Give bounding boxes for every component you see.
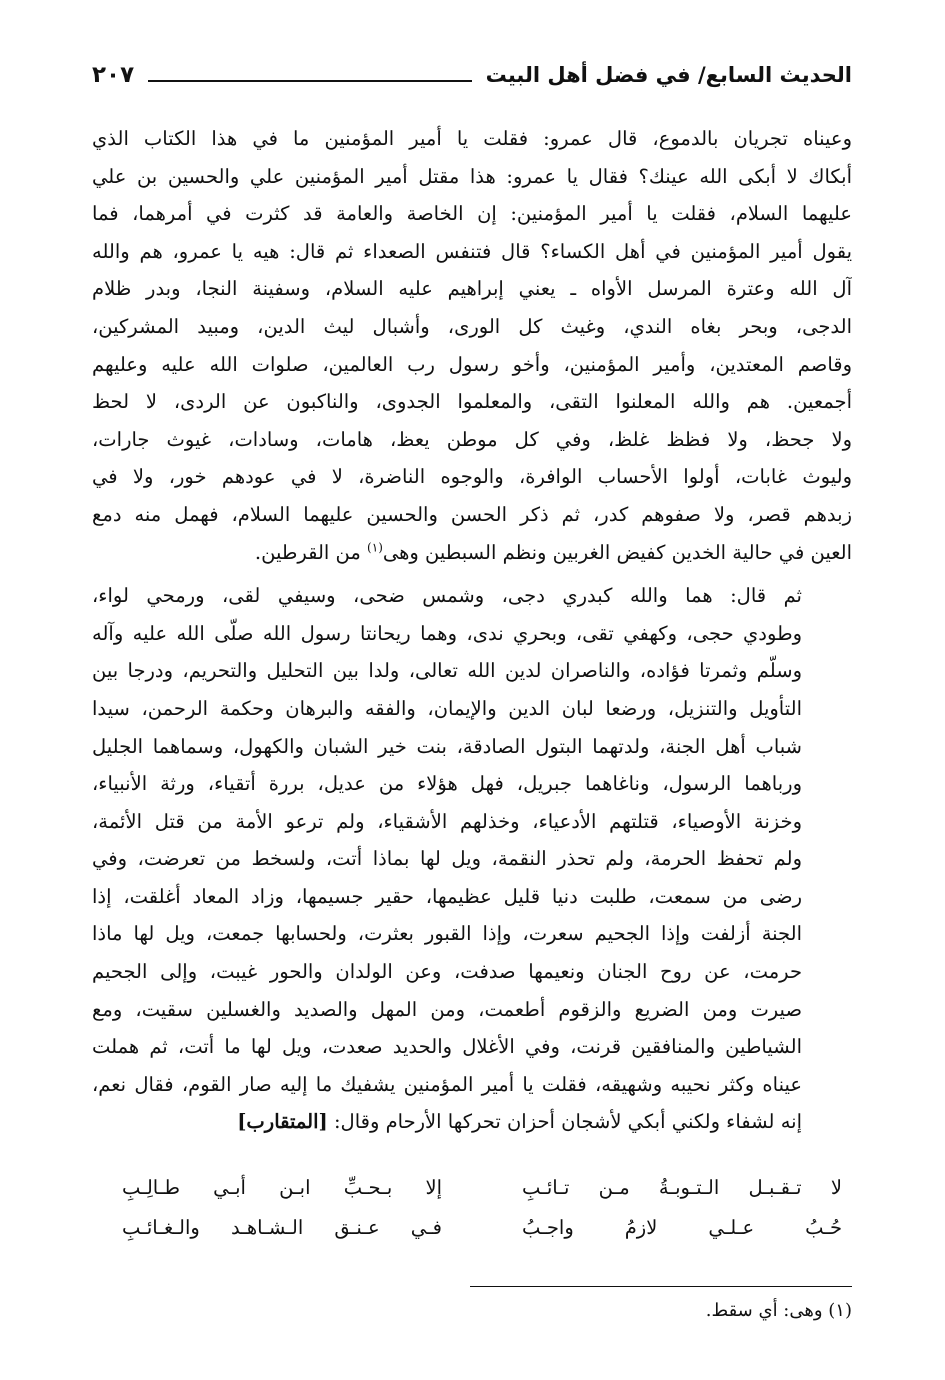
text-line: الجنة أزلفت وإذا الجحيم سعرت، وإذا القبور بعثرت، ولحسابها جمعت، ويل لها ماذا (92, 922, 802, 946)
text-fragment: العين في حالية الخدين كفيض الغربين ونظم السبطين وهى (382, 540, 852, 564)
paragraph-1 (92, 120, 852, 571)
text-fragment: من القرطين. (254, 540, 368, 564)
text-line: رضى من سمعت، طلبت دنيا قليل عظيمها، حقير جسيمها، وزاد المعاد أغلقت، إذا (92, 884, 802, 908)
text-line: حرمت، عن روح الجنان ونعيمها صدفت، وعن الولدان والحور غيبت، وإلى الجحيم (92, 960, 802, 984)
text-line: أجمعين. هم والله المعلنوا التقى، والمعلموا الجدوى، والناكبون عن الردى، لا لحظ (92, 390, 852, 414)
text-line: ولا جحظ، ولا فظظ غلظ، وفي كل موطن يعظ، هامات، وسادات، غيوث جارات، (92, 427, 852, 451)
text-line: وعيناه تجريان بالدموع، قال عمرو: فقلت يا أمير المؤمنين ما في هذا الكتاب الذي (92, 127, 852, 150)
footnote: (١) وهى: أي سقط. (705, 1300, 852, 1321)
text-line-last (92, 534, 852, 572)
text-line: عيناه وكثر نحيبه وشهيقه، فقلت يا أمير المؤمنين يشفيك ما إليه صار القوم، فقال نعم، (92, 1072, 802, 1096)
text-line: ولم تحفظ الحرمة، ولم تحذر النقمة، ويل لها بماذا أتت، ولسخط من تعرضت، وفي (92, 847, 802, 871)
text-line: أبكاك لا أبكى الله عينك؟ فقال يا عمرو: هذا مقتل أمير المؤمنين علي والحسين بن علي (92, 164, 852, 188)
verse-second-hemistich: فـي عـنـق الـشـاهـد والـغـائـبِ (122, 1216, 442, 1239)
text-line: شباب أهل الجنة، ولدتهما البتول الصادقة، بنت خير الشبان والكهول، وسماهما الجليل (92, 734, 802, 758)
text-line: عليهما السلام، فقلت يا أمير المؤمنين: إن الخاصة والعامة قد كثرت في أمرهما، فما (92, 202, 852, 226)
text-line: الشياطين والمنافقين قرنت، وفي الأغلال والحديد صعدت، ويل لها ما أتت، ثم هملت (92, 1035, 802, 1059)
running-header (92, 58, 852, 92)
text-line: التأويل والتنزيل، ورضعا لبان الدين والإيمان، والفقه والبرهان وحكمة الرحمن، سيدا (92, 696, 802, 720)
verse-first-hemistich: لا تـقـبـل الـتـوبـةُ مـن تـائـبِ (522, 1176, 842, 1199)
verse-first-hemistich: حُـبُ عـلـي لازمُ واجـبُ (522, 1216, 842, 1239)
text-line: ورباهما الرسول، وناغاهما جبريل، فهل هؤلاء من عديل، بررة أتقياء، ورثة الأنبياء، (92, 772, 802, 796)
text-fragment: إنه لشفاء ولكني أبكي لأشجان أحزان تحركها الأرحام وقال: (333, 1110, 802, 1134)
text-line: وخزنة الأوصياء، قتلتهم الأدعياء، وخذلهم الأشقياء، ولم ترعو الأمة من قتل الأئمة، (92, 809, 802, 833)
text-line: وطودي حجى، وكهفي تقى، وبحري ندى، وهما ريحانتا رسول الله صلّى الله عليه وآله (92, 621, 802, 645)
main-text (92, 120, 852, 1141)
text-line: زبدهم قصر، ولا صفوهم كدر، ثم ذكر الحسن والحسين عليهما السلام، فهمل منه دمع (92, 502, 852, 526)
verse-second-hemistich: إلا بـحـبِّ ابـن أبـي طـالِـبِ (122, 1176, 442, 1199)
text-line: يقول أمير المؤمنين في أهل الكساء؟ قال فتنفس الصعداء ثم قال: هيه يا عمرو، هم والله (92, 239, 852, 263)
text-line: وسلّم وثمرتا فؤاده، والناصران لدين الله تعالى، ولدا بين التحليل والتحريم، ودرجا بين (92, 659, 802, 683)
text-line: صيرت ومن الضريع والزقوم أطعمت، ومن المهل والصديد والغسلين سقيت، ومع (92, 997, 802, 1021)
poem (92, 1168, 852, 1248)
text-line: وليوث غابات، أولوا الأحساب الوافرة، والوجوه الناضرة، لا في عودهم خور، ولا في (92, 465, 852, 489)
page-number: ٢٠٧ (92, 62, 135, 88)
poetic-meter-label: [المتقارب] (237, 1110, 328, 1134)
text-line: الدجى، وبحر بغاه الندي، وغيث كل الورى، وأشبال ليث الدين، ومبيد المشركين، (92, 314, 852, 338)
footnote-reference: (١) (367, 540, 383, 555)
text-line: وقاصم المعتدين، وأمير المؤمنين، وأخو رسول رب العالمين، صلوات الله عليه وعليهم (92, 352, 852, 376)
footnote-separator (470, 1286, 852, 1287)
poem-verse (92, 1208, 852, 1248)
header-rule (148, 80, 471, 82)
text-line: ثم قال: هما والله كبدري دجى، وشمس ضحى، وسيفي لقى، ورمحي لواء، (92, 584, 802, 608)
text-line: آل الله وعترة المرسل الأواه ـ يعني إبراهيم عليه السلام، وسفينة النجا، وبدر ظلام (92, 277, 852, 301)
text-line-last (92, 1103, 852, 1141)
poem-verse (92, 1168, 852, 1208)
paragraph-2 (92, 577, 852, 1141)
chapter-title: الحديث السابع/ في فضل أهل البيت (485, 63, 852, 87)
